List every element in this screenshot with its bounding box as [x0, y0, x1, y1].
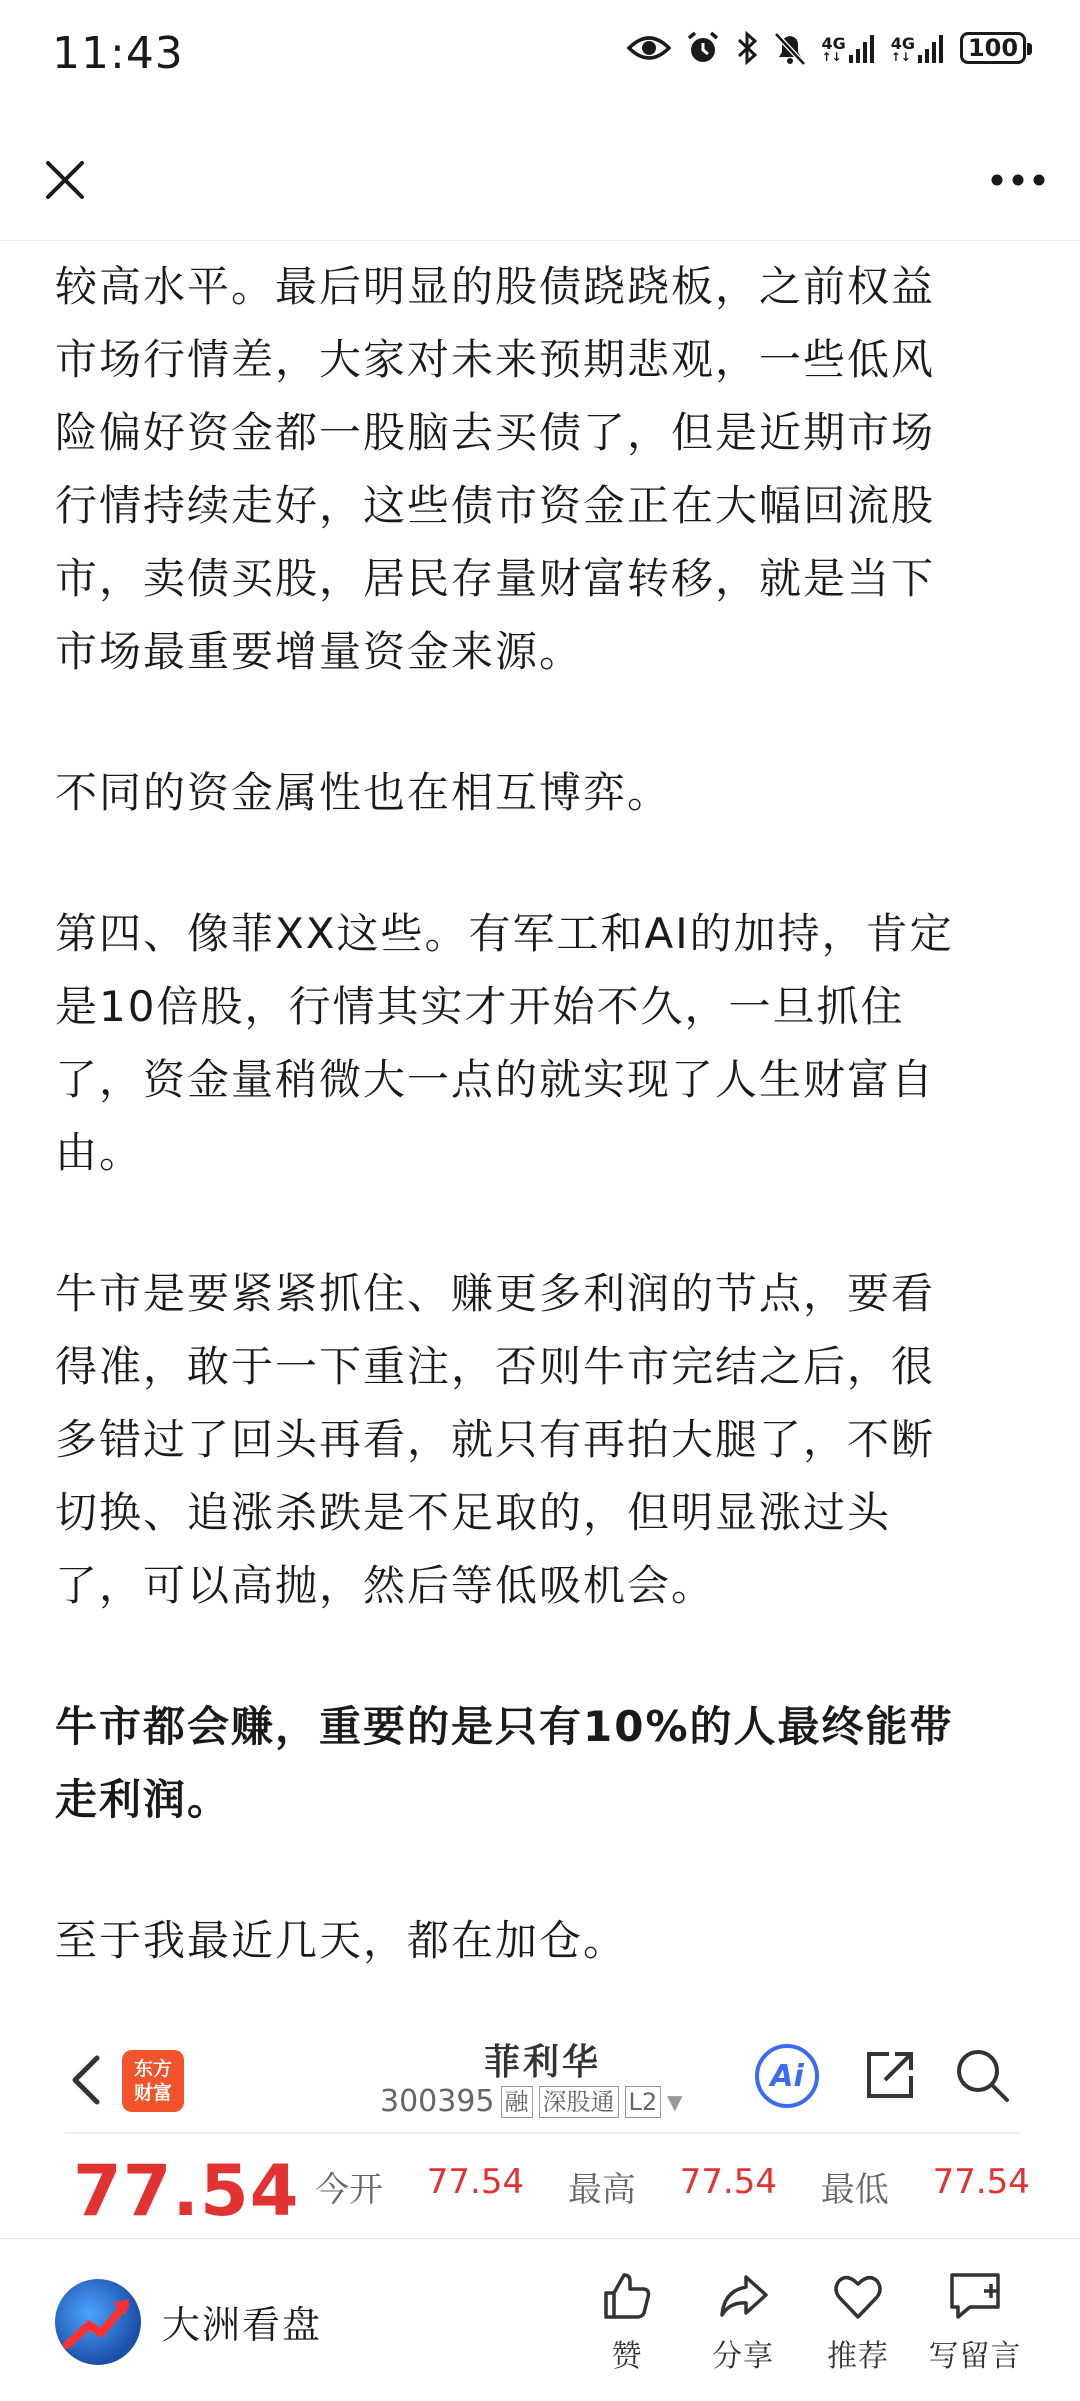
- heart-icon: [831, 2269, 885, 2323]
- stock-price: 77.54: [73, 2150, 300, 2232]
- article-line: 由。: [55, 1128, 144, 1177]
- article-line: 市，卖债买股，居民存量财富转移，就是当下: [55, 554, 936, 603]
- close-icon: [43, 158, 87, 202]
- signal-2: 4G ↑↓: [891, 33, 946, 63]
- level2-tag: L2: [625, 2086, 662, 2118]
- connect-tag: 深股通: [539, 2086, 619, 2118]
- article-line: 多错过了回头再看，就只有再拍大腿了，不断: [55, 1415, 936, 1464]
- quote-row: 今开 77.54 最高 77.54 最低 77.54: [315, 2162, 1030, 2210]
- status-time: 11:43: [52, 28, 184, 79]
- ai-icon: Ai: [755, 2044, 819, 2108]
- more-button[interactable]: [978, 145, 1058, 215]
- status-bar: [0, 0, 1080, 115]
- article-line: 切换、追涨杀跌是不足取的，但明显涨过头: [55, 1488, 892, 1537]
- author-avatar[interactable]: [55, 2279, 141, 2365]
- eastmoney-logo: 东方 财富: [122, 2050, 184, 2112]
- article-line: 市场最重要增量资金来源。: [55, 627, 584, 676]
- alarm-icon: [685, 30, 721, 66]
- stock-screenshot-image[interactable]: [55, 2020, 1030, 2235]
- article-line: 牛市是要紧紧抓住、赚更多利润的节点，要看: [55, 1269, 936, 1318]
- battery-indicator: [960, 32, 1026, 64]
- bottom-action-bar: [0, 2238, 1080, 2401]
- signal-1: 4G ↑↓: [821, 33, 876, 63]
- bluetooth-icon: [735, 30, 759, 66]
- author-name[interactable]: 大洲看盘: [162, 2303, 323, 2347]
- signal-bars-icon: [849, 33, 877, 63]
- article-line-bold: 牛市都会赚，重要的是只有10%的人最终能带: [55, 1702, 954, 1751]
- recommend-button[interactable]: 推荐: [808, 2269, 908, 2375]
- top-bar: [0, 115, 1080, 241]
- article-line: 第四、像菲XX这些。有军工和AI的加持，肯定: [55, 909, 954, 958]
- signal-bars-icon: [918, 33, 946, 63]
- article-body: [55, 240, 1030, 1980]
- article-line: 较高水平。最后明显的股债跷跷板，之前权益: [55, 262, 936, 311]
- network-type-2: 4G: [890, 34, 915, 53]
- stock-code: 300395: [380, 2084, 495, 2119]
- article-line-bold: 走利润。: [55, 1775, 232, 1824]
- article-line: 是10倍股，行情其实才开始不久，一旦抓住: [55, 982, 905, 1031]
- caret-down-icon: ▼: [667, 2089, 683, 2114]
- rising-chart-icon: [55, 2279, 141, 2365]
- stock-code-row: [380, 2084, 683, 2119]
- article-line: 不同的资金属性也在相互博弈。: [55, 768, 672, 817]
- close-button[interactable]: [30, 145, 100, 215]
- comment-button[interactable]: 写留言: [925, 2269, 1025, 2375]
- share-button[interactable]: 分享: [693, 2269, 793, 2375]
- article-line: 至于我最近几天，都在加仓。: [55, 1916, 628, 1965]
- mute-bell-icon: [773, 30, 807, 66]
- article-line: 得准，敢于一下重注，否则牛市完结之后，很: [55, 1342, 936, 1391]
- eye-icon: [627, 33, 671, 63]
- more-dots-icon: [990, 173, 1046, 187]
- article-line: 了，资金量稍微大一点的就实现了人生财富自: [55, 1055, 936, 1104]
- stock-name: 菲利华: [483, 2042, 601, 2083]
- margin-tag: 融: [501, 2086, 533, 2118]
- search-icon: [953, 2046, 1011, 2104]
- battery-level: 100: [967, 34, 1019, 62]
- article-line: 市场行情差，大家对未来预期悲观，一些低风: [55, 335, 936, 384]
- article-line: 了，可以高抛，然后等低吸机会。: [55, 1561, 716, 1610]
- article-line: 行情持续走好，这些债市资金正在大幅回流股: [55, 481, 936, 530]
- article-line: 险偏好资金都一股脑去买债了，但是近期市场: [55, 408, 936, 457]
- share-arrow-icon: [716, 2269, 770, 2323]
- network-type-1: 4G: [821, 34, 846, 53]
- status-icons: [627, 30, 1026, 66]
- like-button[interactable]: 赞: [577, 2269, 677, 2375]
- share-external-icon: [861, 2046, 919, 2104]
- comment-add-icon: [946, 2269, 1004, 2323]
- thumbs-up-icon: [600, 2269, 654, 2323]
